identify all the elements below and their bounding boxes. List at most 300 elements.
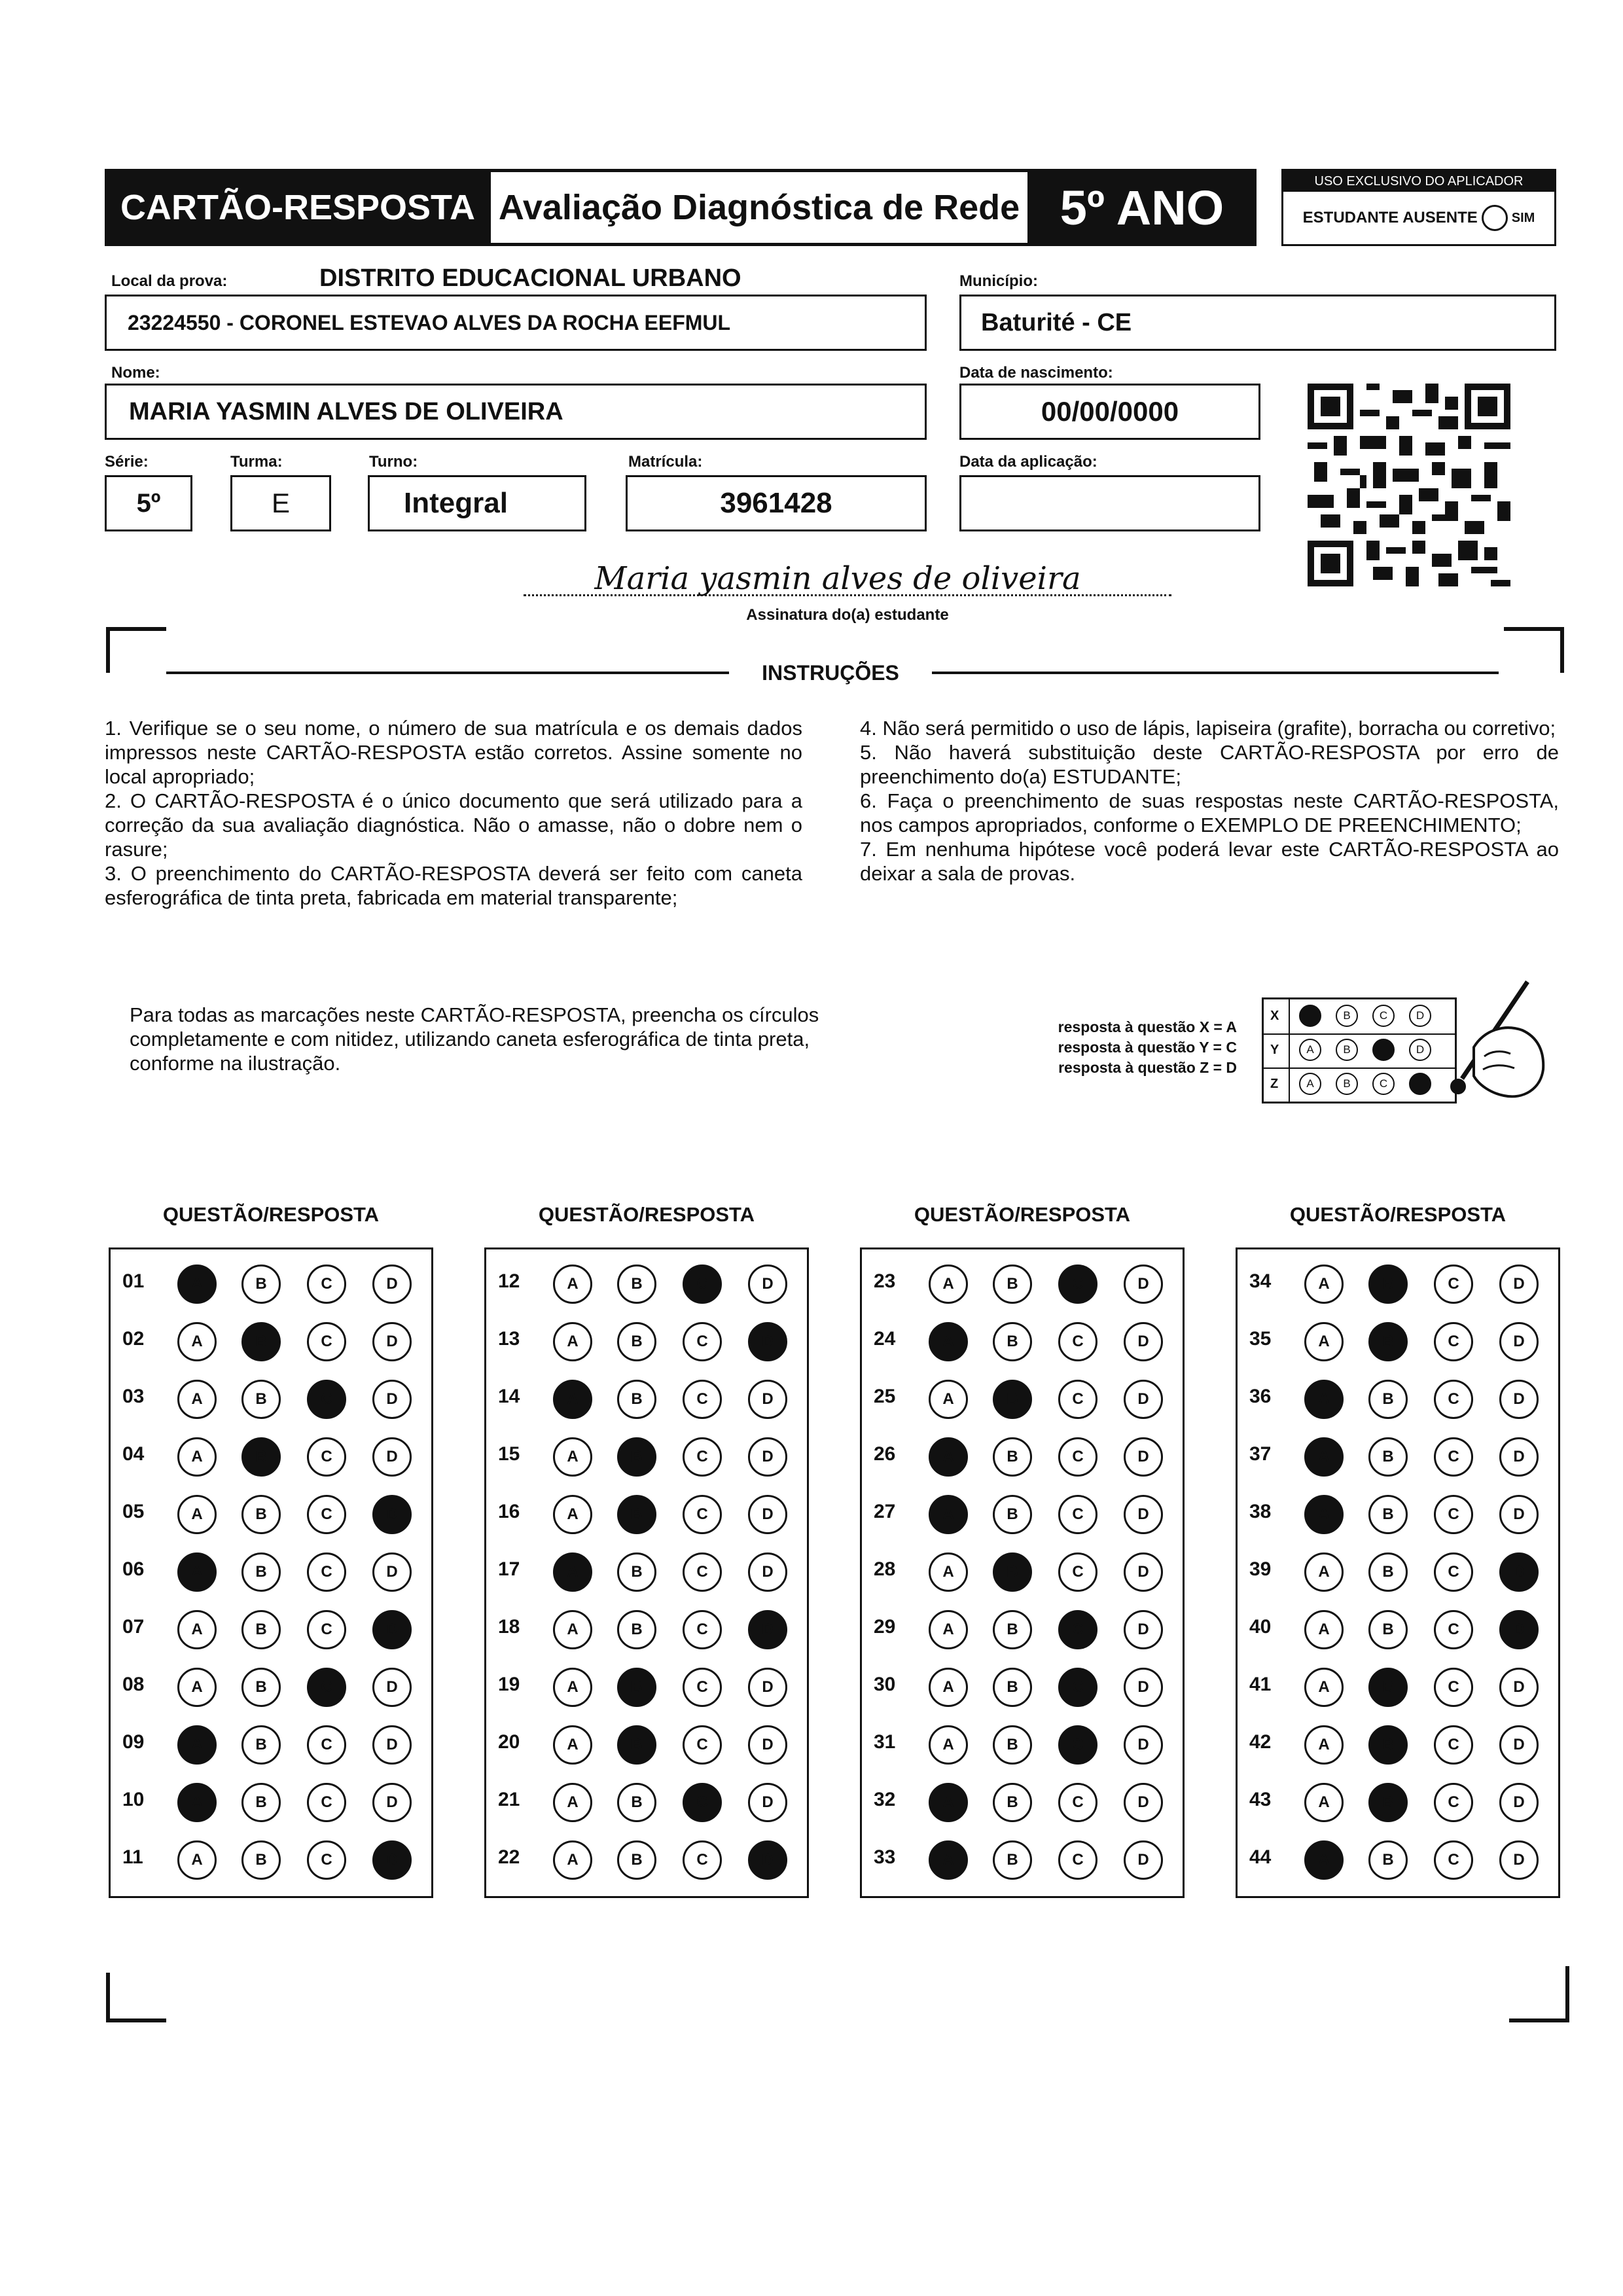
corner-mark-bottom-right-v: [1565, 1966, 1569, 2022]
answer-bubble-a[interactable]: A: [177, 1725, 217, 1765]
answer-bubble-d[interactable]: D: [1124, 1610, 1163, 1649]
instruction-5: 5. Não haverá substituição deste CARTÃO-RESPOSTA por erro de preenchimento do(a) ESTUDANTE;: [860, 741, 1559, 788]
question-row: [1238, 1829, 1558, 1887]
answer-bubble-a[interactable]: A: [929, 1725, 968, 1765]
answer-bubble-b[interactable]: B: [241, 1265, 281, 1304]
answer-bubble-d[interactable]: D: [1124, 1840, 1163, 1880]
question-row: [486, 1829, 807, 1887]
question-number: 19: [498, 1674, 520, 1695]
example-bubble-c: C: [1372, 1005, 1395, 1027]
answer-bubble-d[interactable]: D: [748, 1380, 787, 1419]
question-number: 05: [122, 1501, 145, 1522]
matricula-field: 3961428: [626, 475, 927, 531]
question-number: 36: [1249, 1386, 1272, 1407]
answer-bubble-b[interactable]: B: [617, 1380, 656, 1419]
instruction-2: 2. O CARTÃO-RESPOSTA é o único documento que será utilizado para a correção da sua avaliação diagnóstica. Não o amasse, não o dobre nem o rasure;: [105, 789, 802, 861]
answer-bubble-b[interactable]: B: [617, 1610, 656, 1649]
question-number: 32: [874, 1789, 896, 1810]
answer-bubble-a[interactable]: A: [553, 1725, 592, 1765]
question-number: 37: [1249, 1443, 1272, 1465]
question-row: [111, 1484, 431, 1541]
question-row: [862, 1829, 1183, 1887]
question-number: 06: [122, 1558, 145, 1580]
question-number: 09: [122, 1731, 145, 1753]
answer-bubble-c[interactable]: C: [683, 1437, 722, 1477]
answer-column-header: QUESTÃO/RESPOSTA: [538, 1203, 755, 1226]
question-number: 44: [1249, 1846, 1272, 1868]
question-row: [862, 1599, 1183, 1657]
answer-bubble-b[interactable]: B: [993, 1495, 1032, 1534]
answer-bubble-a[interactable]: A: [553, 1552, 592, 1592]
answer-bubble-c[interactable]: C: [683, 1322, 722, 1361]
answer-bubble-c[interactable]: C: [1434, 1840, 1473, 1880]
question-number: 25: [874, 1386, 896, 1407]
instruction-1: 1. Verifique se o seu nome, o número de sua matrícula e os demais dados impressos neste CARTÃO-RESPOSTA estão corretos. Assine somente no local apropriado;: [105, 717, 802, 788]
instruction-7: 7. Em nenhuma hipótese você poderá levar este CARTÃO-RESPOSTA ao deixar a sala de provas.: [860, 838, 1559, 885]
answer-bubble-d[interactable]: D: [748, 1495, 787, 1534]
example-line-y: resposta à questão Y = C: [1058, 1039, 1237, 1056]
answer-bubble-d[interactable]: D: [748, 1322, 787, 1361]
answer-bubble-c[interactable]: C: [1434, 1610, 1473, 1649]
answer-bubble-a[interactable]: A: [177, 1783, 217, 1822]
answer-bubble-b[interactable]: B: [617, 1552, 656, 1592]
answer-bubble-b[interactable]: B: [1368, 1265, 1408, 1304]
instruction-4: 4. Não será permitido o uso de lápis, lapiseira (grafite), borracha ou corretivo;: [860, 717, 1556, 740]
signature: Maria yasmin alves de oliveira: [594, 560, 1081, 597]
answer-bubble-c[interactable]: C: [1058, 1668, 1097, 1707]
answer-bubble-c[interactable]: C: [1434, 1725, 1473, 1765]
corner-mark-bottom-left-v: [106, 1973, 110, 2022]
answer-bubble-d[interactable]: D: [1124, 1668, 1163, 1707]
answer-bubble-d[interactable]: D: [1499, 1495, 1539, 1534]
example-bubble-c: [1372, 1039, 1395, 1061]
example-bubble-b: B: [1336, 1005, 1358, 1027]
question-row: [1238, 1599, 1558, 1657]
answer-bubble-c[interactable]: C: [307, 1552, 346, 1592]
question-number: 34: [1249, 1270, 1272, 1292]
answer-bubble-d[interactable]: D: [372, 1840, 412, 1880]
answer-bubble-b[interactable]: B: [617, 1783, 656, 1822]
question-number: 03: [122, 1386, 145, 1407]
answer-bubble-c[interactable]: C: [307, 1610, 346, 1649]
answer-bubble-a[interactable]: A: [929, 1322, 968, 1361]
answer-bubble-c[interactable]: C: [1434, 1322, 1473, 1361]
answer-bubble-a[interactable]: A: [929, 1668, 968, 1707]
question-number: 07: [122, 1616, 145, 1638]
answer-bubble-c[interactable]: C: [307, 1783, 346, 1822]
question-number: 13: [498, 1328, 520, 1350]
answer-bubble-d[interactable]: D: [1499, 1783, 1539, 1822]
question-row: [486, 1369, 807, 1426]
question-row: [111, 1369, 431, 1426]
question-number: 22: [498, 1846, 520, 1868]
answer-bubble-d[interactable]: D: [1124, 1725, 1163, 1765]
answer-bubble-b[interactable]: B: [993, 1552, 1032, 1592]
answer-bubble-a[interactable]: A: [177, 1610, 217, 1649]
answer-bubble-b[interactable]: B: [993, 1840, 1032, 1880]
answer-bubble-d[interactable]: D: [372, 1437, 412, 1477]
answer-bubble-c[interactable]: C: [683, 1725, 722, 1765]
answer-bubble-a[interactable]: A: [177, 1265, 217, 1304]
answer-bubble-a[interactable]: A: [177, 1380, 217, 1419]
question-number: 42: [1249, 1731, 1272, 1753]
answer-bubble-c[interactable]: C: [1058, 1437, 1097, 1477]
answer-bubble-b[interactable]: B: [617, 1725, 656, 1765]
answer-bubble-d[interactable]: D: [372, 1552, 412, 1592]
answer-bubble-d[interactable]: D: [1124, 1437, 1163, 1477]
answer-bubble-d[interactable]: D: [1124, 1265, 1163, 1304]
question-number: 35: [1249, 1328, 1272, 1350]
answer-bubble-d[interactable]: D: [748, 1265, 787, 1304]
question-row: [862, 1657, 1183, 1714]
example-bubble-a: A: [1299, 1039, 1321, 1061]
answer-bubble-d[interactable]: D: [1499, 1437, 1539, 1477]
answer-bubble-d[interactable]: D: [372, 1380, 412, 1419]
answer-bubble-a[interactable]: A: [177, 1322, 217, 1361]
answer-bubble-a[interactable]: A: [1304, 1380, 1344, 1419]
question-number: 08: [122, 1674, 145, 1695]
pen-hand-illustration: [1406, 978, 1548, 1109]
answer-bubble-c[interactable]: C: [1434, 1265, 1473, 1304]
aplicacao-field: [959, 475, 1260, 531]
answer-bubble-b[interactable]: B: [241, 1495, 281, 1534]
answer-bubble-d[interactable]: D: [1499, 1322, 1539, 1361]
answer-bubble-d[interactable]: D: [1124, 1495, 1163, 1534]
answer-bubble-b[interactable]: B: [1368, 1668, 1408, 1707]
question-row: [862, 1541, 1183, 1599]
answer-bubble-d[interactable]: D: [372, 1783, 412, 1822]
answer-bubble-a[interactable]: A: [1304, 1552, 1344, 1592]
turno-label: Turno:: [369, 453, 418, 471]
instructions-rule-left: [166, 672, 729, 674]
corner-mark-bottom-right: [1509, 2018, 1569, 2022]
answer-bubble-d[interactable]: D: [1124, 1783, 1163, 1822]
applicator-box: [1281, 169, 1556, 246]
example-line-z: resposta à questão Z = D: [1058, 1059, 1237, 1076]
answer-bubble-d[interactable]: D: [1499, 1840, 1539, 1880]
answer-bubble-d[interactable]: D: [372, 1265, 412, 1304]
example-bubble-a: [1299, 1005, 1321, 1027]
answer-bubble-a[interactable]: A: [1304, 1668, 1344, 1707]
answer-bubble-b[interactable]: B: [241, 1322, 281, 1361]
example-bubble-a: A: [1299, 1073, 1321, 1095]
instructions-rule-right: [932, 672, 1499, 674]
question-number: 26: [874, 1443, 896, 1465]
answer-bubble-b[interactable]: B: [1368, 1610, 1408, 1649]
answer-bubble-d[interactable]: D: [1124, 1552, 1163, 1592]
answer-grid-column: [1236, 1247, 1560, 1898]
answer-bubble-c[interactable]: C: [307, 1265, 346, 1304]
answer-bubble-c[interactable]: C: [683, 1265, 722, 1304]
answer-bubble-b[interactable]: B: [1368, 1322, 1408, 1361]
answer-bubble-a[interactable]: A: [177, 1495, 217, 1534]
answer-bubble-c[interactable]: C: [683, 1380, 722, 1419]
answer-bubble-a[interactable]: A: [929, 1840, 968, 1880]
question-row: [486, 1253, 807, 1311]
answer-bubble-b[interactable]: B: [1368, 1495, 1408, 1534]
question-row: [111, 1657, 431, 1714]
answer-bubble-b[interactable]: B: [993, 1610, 1032, 1649]
answer-bubble-c[interactable]: C: [1058, 1610, 1097, 1649]
answer-bubble-a[interactable]: A: [553, 1783, 592, 1822]
answer-bubble-a[interactable]: A: [1304, 1840, 1344, 1880]
answer-bubble-b[interactable]: B: [241, 1552, 281, 1592]
answer-bubble-b[interactable]: B: [617, 1437, 656, 1477]
turma-label: Turma:: [230, 453, 283, 471]
answer-bubble-a[interactable]: A: [177, 1437, 217, 1477]
question-number: 33: [874, 1846, 896, 1868]
answer-bubble-d[interactable]: D: [748, 1783, 787, 1822]
answer-bubble-d[interactable]: D: [1499, 1725, 1539, 1765]
answer-bubble-d[interactable]: D: [748, 1552, 787, 1592]
answer-bubble-a[interactable]: A: [929, 1610, 968, 1649]
answer-bubble-b[interactable]: B: [1368, 1840, 1408, 1880]
question-number: 30: [874, 1674, 896, 1695]
question-row: [862, 1484, 1183, 1541]
answer-bubble-c[interactable]: C: [1058, 1552, 1097, 1592]
answer-bubble-c[interactable]: C: [1058, 1265, 1097, 1304]
turma-field: E: [230, 475, 331, 531]
answer-bubble-c[interactable]: C: [1434, 1380, 1473, 1419]
answer-bubble-a[interactable]: A: [177, 1552, 217, 1592]
example-bubble-d: D: [1409, 1005, 1431, 1027]
aplicacao-label: Data da aplicação:: [959, 453, 1097, 471]
answer-bubble-a[interactable]: A: [929, 1783, 968, 1822]
school-field: 23224550 - CORONEL ESTEVAO ALVES DA ROCHA EEFMUL: [105, 295, 927, 351]
answer-bubble-c[interactable]: C: [307, 1495, 346, 1534]
nascimento-label: Data de nascimento:: [959, 364, 1113, 382]
answer-bubble-d[interactable]: D: [372, 1668, 412, 1707]
example-row-separator: [1289, 1033, 1290, 1067]
answer-bubble-b[interactable]: B: [241, 1840, 281, 1880]
answer-bubble-a[interactable]: A: [929, 1380, 968, 1419]
absent-label: ESTUDANTE AUSENTE: [1302, 209, 1478, 226]
answer-bubble-c[interactable]: C: [307, 1725, 346, 1765]
answer-bubble-d[interactable]: D: [748, 1668, 787, 1707]
example-bubble-b: B: [1336, 1073, 1358, 1095]
answer-bubble-c[interactable]: C: [1434, 1668, 1473, 1707]
answer-bubble-c[interactable]: C: [1058, 1725, 1097, 1765]
question-row: [862, 1714, 1183, 1772]
answer-bubble-a[interactable]: A: [929, 1552, 968, 1592]
question-number: 16: [498, 1501, 520, 1522]
question-number: 43: [1249, 1789, 1272, 1810]
question-row: [1238, 1253, 1558, 1311]
question-row: [1238, 1541, 1558, 1599]
answer-bubble-c[interactable]: C: [307, 1380, 346, 1419]
answer-bubble-b[interactable]: B: [241, 1380, 281, 1419]
answer-bubble-a[interactable]: A: [553, 1610, 592, 1649]
instruction-3: 3. O preenchimento do CARTÃO-RESPOSTA deverá ser feito com caneta esferográfica de tinta preta, fabricada em material transparente;: [105, 862, 802, 909]
question-row: [1238, 1369, 1558, 1426]
municipio-label: Município:: [959, 272, 1038, 290]
answer-bubble-a[interactable]: A: [553, 1668, 592, 1707]
answer-bubble-a[interactable]: A: [1304, 1783, 1344, 1822]
answer-bubble-b[interactable]: B: [617, 1668, 656, 1707]
answer-bubble-c[interactable]: C: [683, 1495, 722, 1534]
answer-bubble-d[interactable]: D: [748, 1610, 787, 1649]
answer-bubble-b[interactable]: B: [1368, 1783, 1408, 1822]
question-number: 18: [498, 1616, 520, 1638]
corner-mark-top-right-v: [1560, 627, 1564, 673]
answer-bubble-a[interactable]: A: [553, 1380, 592, 1419]
answer-bubble-d[interactable]: D: [1499, 1668, 1539, 1707]
answer-bubble-c[interactable]: C: [1058, 1380, 1097, 1419]
answer-column-header: QUESTÃO/RESPOSTA: [162, 1203, 380, 1226]
answer-bubble-d[interactable]: D: [1499, 1552, 1539, 1592]
question-number: 29: [874, 1616, 896, 1638]
answer-bubble-a[interactable]: A: [553, 1322, 592, 1361]
answer-bubble-b[interactable]: B: [1368, 1380, 1408, 1419]
answer-bubble-c[interactable]: C: [307, 1437, 346, 1477]
question-row: [1238, 1311, 1558, 1369]
answer-bubble-d[interactable]: D: [372, 1610, 412, 1649]
answer-bubble-c[interactable]: C: [1434, 1437, 1473, 1477]
answer-bubble-c[interactable]: C: [1434, 1552, 1473, 1592]
question-row: [1238, 1772, 1558, 1829]
answer-bubble-a[interactable]: A: [929, 1495, 968, 1534]
answer-bubble-a[interactable]: A: [1304, 1437, 1344, 1477]
answer-bubble-c[interactable]: C: [683, 1783, 722, 1822]
question-number: 24: [874, 1328, 896, 1350]
answer-bubble-d[interactable]: D: [1499, 1380, 1539, 1419]
question-number: 10: [122, 1789, 145, 1810]
answer-bubble-a[interactable]: A: [1304, 1610, 1344, 1649]
example-row-label: Z: [1270, 1077, 1279, 1091]
answer-bubble-d[interactable]: D: [748, 1840, 787, 1880]
answer-bubble-b[interactable]: B: [241, 1783, 281, 1822]
question-row: [862, 1369, 1183, 1426]
answer-bubble-c[interactable]: C: [1058, 1495, 1097, 1534]
question-row: [862, 1311, 1183, 1369]
question-row: [1238, 1426, 1558, 1484]
answer-bubble-d[interactable]: D: [1499, 1265, 1539, 1304]
answer-bubble-d[interactable]: D: [1124, 1380, 1163, 1419]
corner-mark-top-left-v: [106, 627, 110, 673]
answer-bubble-d[interactable]: D: [1124, 1322, 1163, 1361]
answer-bubble-b[interactable]: B: [1368, 1552, 1408, 1592]
question-number: 15: [498, 1443, 520, 1465]
answer-bubble-b[interactable]: B: [993, 1380, 1032, 1419]
answer-bubble-c[interactable]: C: [683, 1668, 722, 1707]
answer-bubble-a[interactable]: A: [553, 1265, 592, 1304]
question-number: 04: [122, 1443, 145, 1465]
answer-bubble-d[interactable]: D: [1499, 1610, 1539, 1649]
question-row: [1238, 1714, 1558, 1772]
answer-bubble-c[interactable]: C: [307, 1322, 346, 1361]
answer-bubble-c[interactable]: C: [1434, 1783, 1473, 1822]
signature-label: Assinatura do(a) estudante: [746, 606, 949, 624]
answer-bubble-c[interactable]: C: [683, 1552, 722, 1592]
example-bubble-c: C: [1372, 1073, 1395, 1095]
question-row: [486, 1599, 807, 1657]
question-row: [862, 1772, 1183, 1829]
instructions-left: [105, 716, 802, 910]
question-number: 17: [498, 1558, 520, 1580]
matricula-label: Matrícula:: [628, 453, 703, 471]
corner-mark-top-right: [1504, 627, 1564, 631]
answer-bubble-a[interactable]: A: [177, 1840, 217, 1880]
absent-bubble[interactable]: [1482, 205, 1508, 231]
answer-bubble-b[interactable]: B: [1368, 1437, 1408, 1477]
answer-bubble-a[interactable]: A: [929, 1265, 968, 1304]
answer-bubble-c[interactable]: C: [1058, 1783, 1097, 1822]
question-number: 12: [498, 1270, 520, 1292]
question-number: 23: [874, 1270, 896, 1292]
answer-bubble-a[interactable]: A: [1304, 1495, 1344, 1534]
answer-bubble-b[interactable]: B: [617, 1265, 656, 1304]
marking-note: Para todas as marcações neste CARTÃO-RESPOSTA, preencha os círculos completamente e com nitidez, utilizando caneta esferográfica de tinta preta, conforme na ilustração.: [130, 1003, 819, 1075]
answer-bubble-c[interactable]: C: [1058, 1322, 1097, 1361]
answer-bubble-b[interactable]: B: [1368, 1725, 1408, 1765]
answer-bubble-b[interactable]: B: [993, 1322, 1032, 1361]
answer-bubble-a[interactable]: A: [553, 1437, 592, 1477]
card-title: CARTÃO-RESPOSTA: [105, 169, 491, 246]
answer-bubble-b[interactable]: B: [993, 1437, 1032, 1477]
answer-bubble-d[interactable]: D: [748, 1437, 787, 1477]
answer-bubble-c[interactable]: C: [307, 1840, 346, 1880]
answer-bubble-d[interactable]: D: [372, 1495, 412, 1534]
answer-grid-column: [860, 1247, 1185, 1898]
grade-label: 5º ANO: [1027, 169, 1257, 246]
answer-bubble-b[interactable]: B: [617, 1840, 656, 1880]
answer-bubble-b[interactable]: B: [993, 1668, 1032, 1707]
question-number: 01: [122, 1270, 145, 1292]
question-row: [862, 1253, 1183, 1311]
answer-bubble-d[interactable]: D: [748, 1725, 787, 1765]
answer-bubble-a[interactable]: A: [177, 1668, 217, 1707]
answer-bubble-c[interactable]: C: [1434, 1495, 1473, 1534]
question-number: 31: [874, 1731, 896, 1753]
question-row: [486, 1311, 807, 1369]
question-number: 38: [1249, 1501, 1272, 1522]
question-row: [486, 1714, 807, 1772]
answer-bubble-a[interactable]: A: [929, 1437, 968, 1477]
answer-bubble-b[interactable]: B: [617, 1322, 656, 1361]
answer-bubble-c[interactable]: C: [683, 1610, 722, 1649]
answer-bubble-b[interactable]: B: [993, 1783, 1032, 1822]
answer-bubble-b[interactable]: B: [241, 1668, 281, 1707]
answer-bubble-c[interactable]: C: [307, 1668, 346, 1707]
answer-bubble-b[interactable]: B: [241, 1725, 281, 1765]
answer-bubble-d[interactable]: D: [372, 1725, 412, 1765]
answer-bubble-c[interactable]: C: [1058, 1840, 1097, 1880]
nome-label: Nome:: [111, 364, 160, 382]
answer-bubble-a[interactable]: A: [553, 1840, 592, 1880]
corner-mark-bottom-left: [106, 2018, 166, 2022]
serie-label: Série:: [105, 453, 149, 471]
question-row: [111, 1599, 431, 1657]
answer-bubble-b[interactable]: B: [993, 1725, 1032, 1765]
answer-bubble-c[interactable]: C: [683, 1840, 722, 1880]
answer-bubble-a[interactable]: A: [1304, 1725, 1344, 1765]
answer-bubble-a[interactable]: A: [1304, 1322, 1344, 1361]
answer-bubble-b[interactable]: B: [617, 1495, 656, 1534]
corner-mark-top-left: [106, 627, 166, 631]
question-row: [486, 1484, 807, 1541]
answer-bubble-b[interactable]: B: [241, 1437, 281, 1477]
question-number: 14: [498, 1386, 520, 1407]
example-bubble-d: D: [1409, 1039, 1431, 1061]
answer-bubble-b[interactable]: B: [241, 1610, 281, 1649]
answer-bubble-a[interactable]: A: [553, 1495, 592, 1534]
answer-bubble-a[interactable]: A: [1304, 1265, 1344, 1304]
question-row: [111, 1772, 431, 1829]
answer-bubble-b[interactable]: B: [993, 1265, 1032, 1304]
question-row: [862, 1426, 1183, 1484]
answer-bubble-d[interactable]: D: [372, 1322, 412, 1361]
question-number: 20: [498, 1731, 520, 1753]
